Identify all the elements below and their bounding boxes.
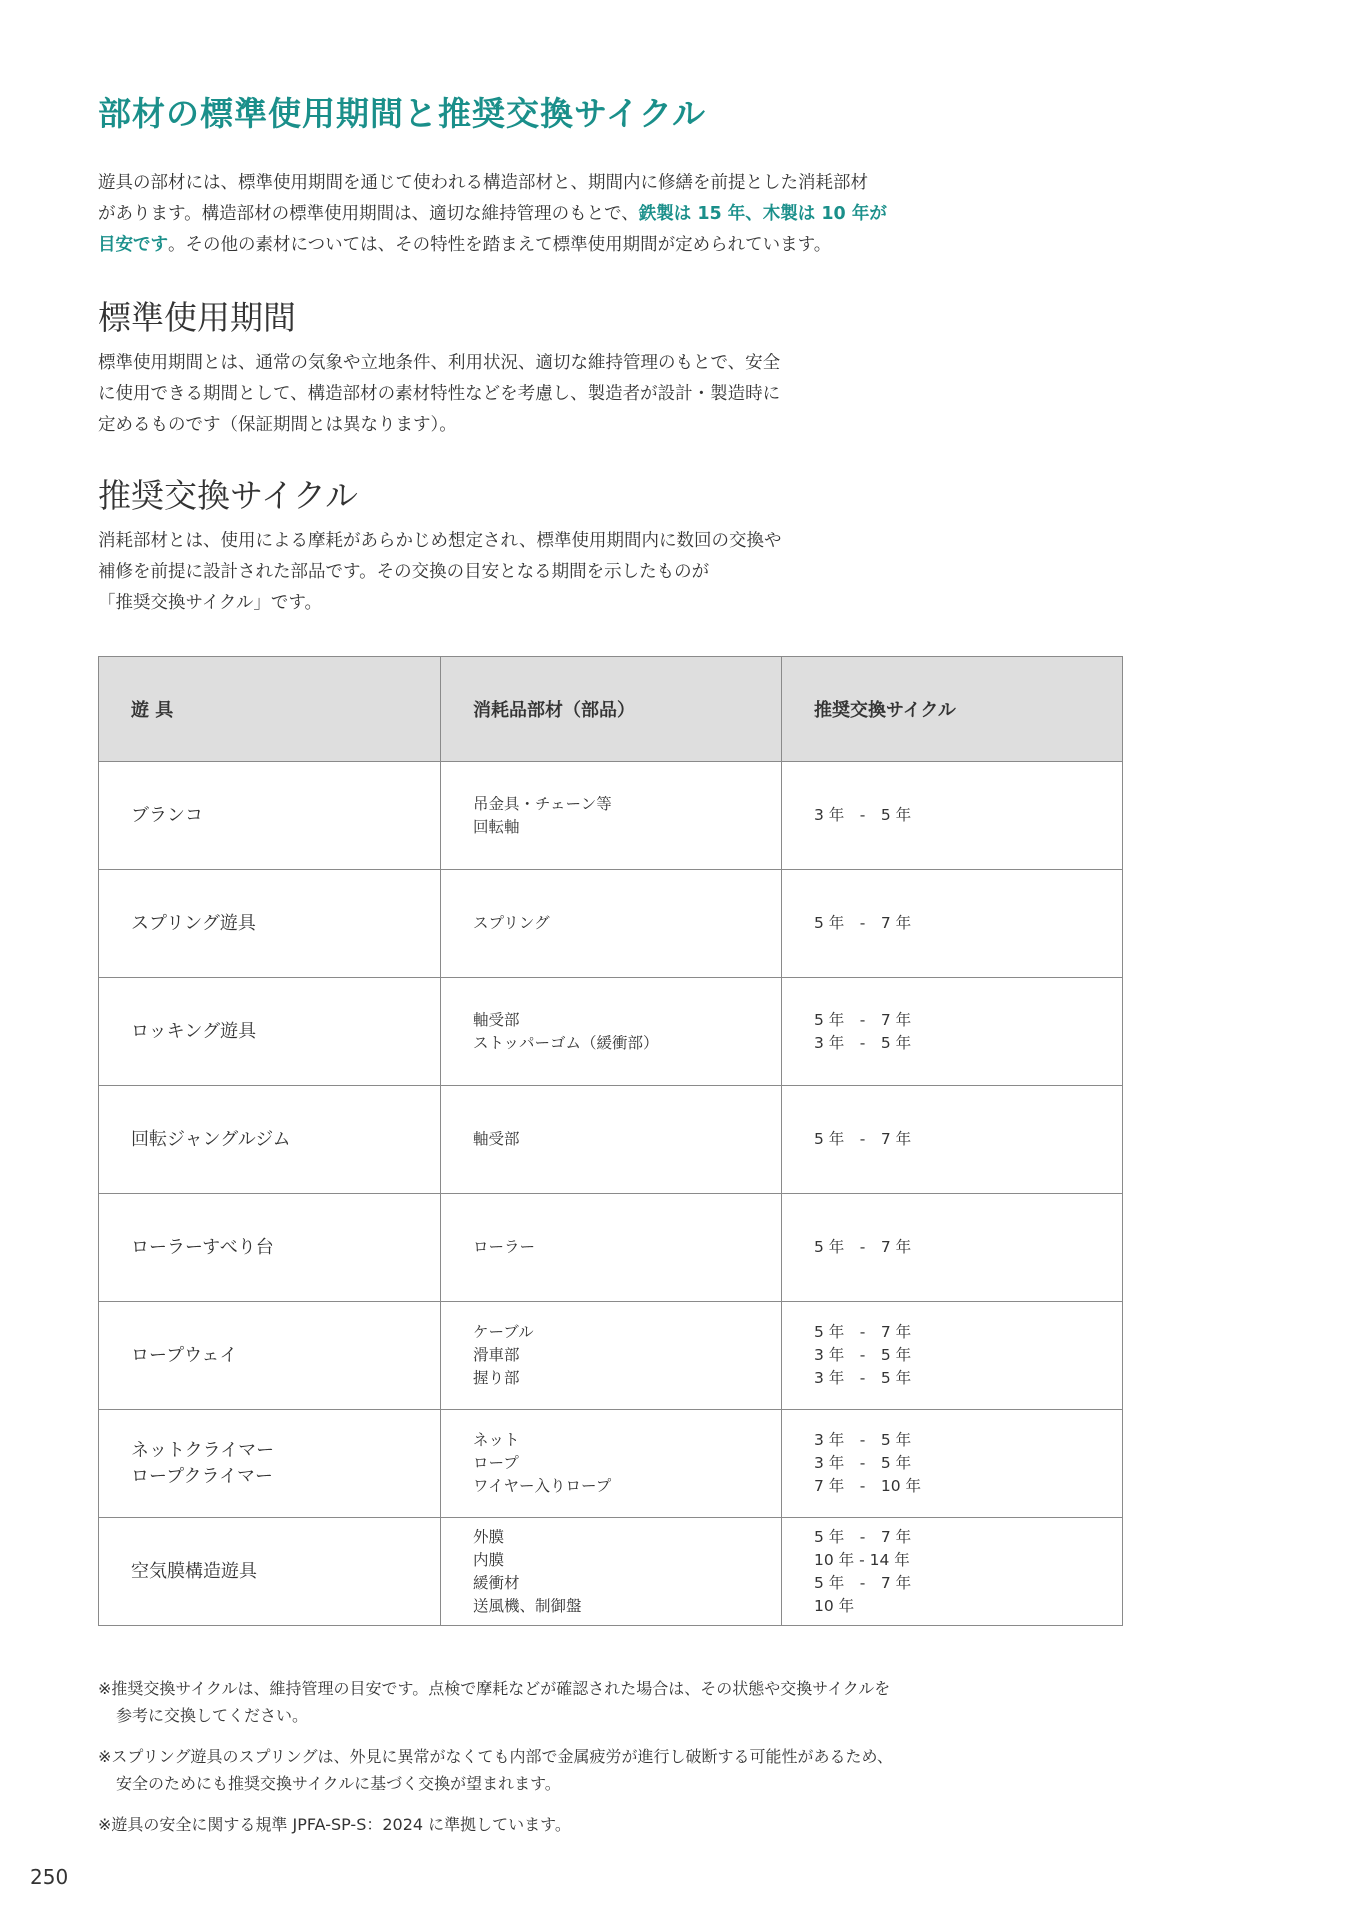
cycle-cell-line: 3 年 - 5 年 — [814, 806, 912, 824]
footnotes — [98, 1675, 998, 1852]
equipment-cell-line: ブランコ — [131, 804, 203, 826]
section2-line: 「推奨交換サイクル」です。 — [98, 593, 322, 613]
cycle-cell — [782, 870, 1123, 978]
cycle-cell-line: 3 年 - 5 年 — [814, 1033, 912, 1052]
table-row — [99, 762, 1123, 870]
equipment-cell-line: ロッキング遊具 — [131, 1020, 257, 1042]
intro-paragraph — [98, 168, 958, 261]
table-row — [99, 1086, 1123, 1194]
cycle-cell-line: 3 年 - 5 年 — [814, 1346, 912, 1364]
cycle-cell-line: 5 年 - 7 年 — [814, 1573, 912, 1592]
parts-cell-line: 握り部 — [473, 1369, 520, 1387]
header-cycle: 推奨交換サイクル — [782, 657, 1123, 762]
parts-cell-line: ロープ — [473, 1454, 519, 1472]
parts-cell-line: ワイヤー入りロープ — [473, 1477, 612, 1495]
intro-line-1: 遊具の部材には、標準使用期間を通じて使われる構造部材と、期間内に修繕を前提とした消耗部材 — [98, 173, 868, 193]
parts-cell — [441, 1410, 782, 1518]
cycle-cell — [782, 978, 1123, 1086]
cycle-cell-line: 3 年 - 5 年 — [814, 1369, 912, 1387]
cycle-cell-line: 5 年 - 7 年 — [814, 1130, 912, 1148]
parts-cell — [441, 1302, 782, 1410]
parts-cell — [441, 1086, 782, 1194]
parts-cell — [441, 1194, 782, 1302]
equipment-cell — [99, 978, 441, 1086]
section2-line: 補修を前提に設計された部品です。その交換の目安となる期間を示したものが — [98, 562, 710, 582]
equipment-cell — [99, 870, 441, 978]
section-body-standard-period — [98, 348, 858, 441]
intro-line-3-text: 。その他の素材については、その特性を踏まえて標準使用期間が定められています。 — [168, 235, 832, 255]
cycle-cell-line: 7 年 - 10 年 — [814, 1477, 922, 1495]
cycle-cell — [782, 1518, 1123, 1626]
cycle-cell-line: 10 年 — [814, 1596, 855, 1615]
footnote — [98, 1811, 998, 1838]
cycle-cell-line: 5 年 - 7 年 — [814, 914, 912, 932]
cycle-cell-line: 3 年 - 5 年 — [814, 1454, 912, 1472]
page-title: 部材の標準使用期間と推奨交換サイクル — [98, 94, 707, 133]
section1-line: 定めるものです（保証期間とは異なります）。 — [98, 415, 457, 435]
section1-line: 標準使用期間とは、通常の気象や立地条件、利用状況、適切な維持管理のもとで、安全 — [98, 353, 781, 373]
parts-cell-line: 吊金具・チェーン等 — [473, 794, 612, 813]
equipment-cell-line: ロープウェイ — [131, 1344, 238, 1366]
equipment-cell — [99, 1410, 441, 1518]
equipment-cell-line: 空気膜構造遊具 — [131, 1560, 257, 1582]
cycle-cell — [782, 1194, 1123, 1302]
parts-cell-line: スプリング — [473, 914, 550, 932]
replacement-cycle-table — [98, 656, 1123, 1626]
table-header-row — [99, 657, 1123, 762]
footnote-line: 参考に交換してください。 — [116, 1706, 309, 1725]
equipment-cell — [99, 1194, 441, 1302]
equipment-cell-line: 回転ジャングルジム — [131, 1128, 291, 1150]
section-heading-replacement-cycle: 推奨交換サイクル — [98, 476, 359, 515]
equipment-cell-line: スプリング遊具 — [131, 912, 256, 934]
equipment-cell-line: ローラーすべり台 — [131, 1236, 274, 1258]
section2-line: 消耗部材とは、使用による摩耗があらかじめ想定され、標準使用期間内に数回の交換や — [98, 531, 782, 551]
section-heading-standard-period: 標準使用期間 — [98, 298, 296, 337]
intro-line-3 — [98, 230, 958, 261]
intro-line-2 — [98, 199, 958, 230]
section-body-replacement-cycle — [98, 526, 858, 619]
cycle-cell — [782, 1302, 1123, 1410]
table-row — [99, 870, 1123, 978]
equipment-cell — [99, 762, 441, 870]
equipment-cell-line: ネットクライマー — [131, 1439, 275, 1461]
parts-cell-line: ストッパーゴム（緩衝部） — [473, 1033, 659, 1052]
cycle-cell-line: 10 年 - 14 年 — [814, 1550, 910, 1569]
parts-cell — [441, 978, 782, 1086]
footnote-line: ※遊具の安全に関する規準 JPFA-SP-S：2024 に準拠しています。 — [98, 1815, 571, 1834]
parts-cell-line: 軸受部 — [473, 1130, 520, 1148]
header-parts: 消耗品部材（部品） — [441, 657, 782, 762]
parts-cell-line: ネット — [473, 1431, 520, 1449]
equipment-cell — [99, 1086, 441, 1194]
footnote-line: ※推奨交換サイクルは、維持管理の目安です。点検で摩耗などが確認された場合は、その状態や交換サイクルを — [98, 1679, 891, 1698]
intro-highlight-lifespan: 鉄製は 15 年、木製は 10 年が — [638, 204, 887, 224]
table-row — [99, 1518, 1123, 1626]
parts-cell-line: 外膜 — [473, 1527, 505, 1546]
equipment-cell — [99, 1518, 441, 1626]
table-row — [99, 978, 1123, 1086]
cycle-cell-line: 5 年 - 7 年 — [814, 1238, 912, 1256]
footnote — [98, 1675, 998, 1729]
parts-cell-line: 内膜 — [473, 1550, 505, 1569]
intro-line-2-text: があります。構造部材の標準使用期間は、適切な維持管理のもとで、 — [98, 204, 639, 224]
table-row — [99, 1410, 1123, 1518]
parts-cell-line: 送風機、制御盤 — [473, 1596, 582, 1615]
parts-cell — [441, 1518, 782, 1626]
page-number: 250 — [30, 1865, 69, 1889]
footnote-line: 安全のためにも推奨交換サイクルに基づく交換が望まれます。 — [116, 1774, 561, 1793]
footnote — [98, 1743, 998, 1797]
parts-cell-line: 回転軸 — [473, 817, 520, 836]
cycle-cell — [782, 762, 1123, 870]
equipment-cell — [99, 1302, 441, 1410]
parts-cell — [441, 762, 782, 870]
parts-cell — [441, 870, 782, 978]
cycle-cell-line: 5 年 - 7 年 — [814, 1527, 912, 1546]
parts-cell-line: 緩衝材 — [473, 1573, 520, 1592]
table-row — [99, 1194, 1123, 1302]
parts-cell-line: 滑車部 — [473, 1346, 520, 1364]
cycle-cell — [782, 1410, 1123, 1518]
footnote-line: ※スプリング遊具のスプリングは、外見に異常がなくても内部で金属疲労が進行し破断する可能性があるため、 — [98, 1747, 893, 1766]
section1-line: に使用できる期間として、構造部材の素材特性などを考慮し、製造者が設計・製造時に — [98, 384, 781, 404]
cycle-cell-line: 5 年 - 7 年 — [814, 1010, 912, 1029]
parts-cell-line: 軸受部 — [473, 1010, 520, 1029]
equipment-cell-line: ロープクライマー — [131, 1465, 274, 1487]
parts-cell-line: ケーブル — [473, 1323, 534, 1341]
parts-cell-line: ローラー — [473, 1238, 536, 1256]
cycle-cell — [782, 1086, 1123, 1194]
intro-highlight-guide: 目安です — [98, 235, 168, 255]
table-body — [99, 762, 1123, 1626]
cycle-cell-line: 3 年 - 5 年 — [814, 1431, 912, 1449]
cycle-cell-line: 5 年 - 7 年 — [814, 1323, 912, 1341]
table-row — [99, 1302, 1123, 1410]
header-equipment: 遊 具 — [99, 657, 441, 762]
